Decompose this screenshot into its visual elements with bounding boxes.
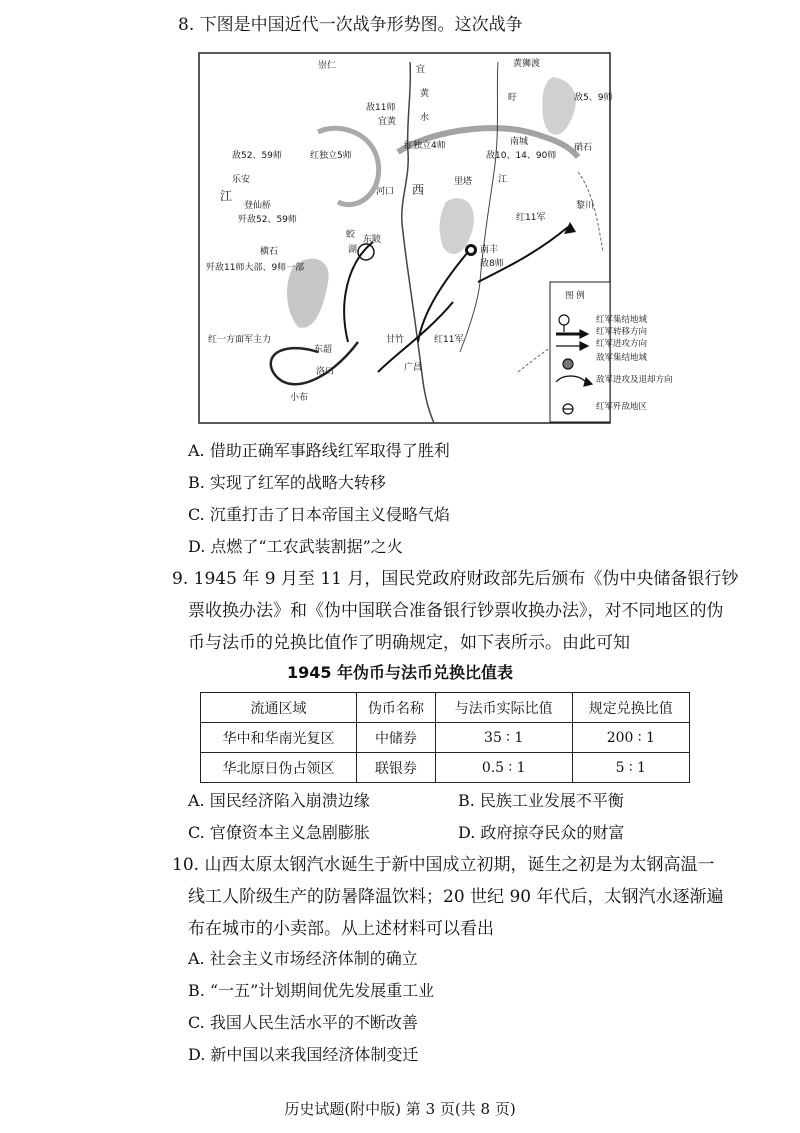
q8-option-b[interactable]: B. 实现了红军的战略大转移 (188, 473, 386, 492)
q8-stem: 8. 下图是中国近代一次战争形势图。这次战争 (178, 15, 523, 35)
legend-item: 敌军进攻及退却方向 (596, 375, 673, 385)
map-label: 甘竹 (386, 335, 405, 345)
map-label: 江 (498, 175, 508, 185)
map-label: 宜黄 (378, 117, 397, 127)
battle-map (198, 52, 673, 424)
map-label: 敌10、14、90师 (486, 151, 557, 161)
map-label: 黄 (420, 89, 430, 99)
legend-item: 红军歼敌地区 (596, 402, 648, 412)
q8-option-c[interactable]: C. 沉重打击了日本帝国主义侵略气焰 (188, 505, 450, 524)
map-label: 敌52、59师 (232, 151, 282, 161)
map-label: 硝石 (574, 143, 593, 153)
q9-option-d[interactable]: D. 政府掠夺民众的财富 (458, 823, 625, 842)
map-label: 广昌 (404, 363, 423, 373)
map-label: 盱 (508, 93, 518, 103)
q8-option-a[interactable]: A. 借助正确军事路线红军取得了胜利 (188, 441, 450, 460)
map-label: 红11军 (434, 335, 464, 345)
legend-title: 图 例 (565, 291, 585, 301)
q10-option-a[interactable]: A. 社会主义市场经济体制的确立 (188, 949, 418, 968)
map-label: 洛口 (316, 367, 335, 377)
q10-option-d[interactable]: D. 新中国以来我国经济体制变迁 (188, 1045, 419, 1064)
q9-stem-line: 9. 1945 年 9 月至 11 月，国民党政府财政部先后颁布《伪中央储备银行钞 (172, 569, 739, 589)
map-label: 蛟 (346, 230, 356, 240)
map-label: 东陂 (363, 235, 382, 245)
q10-stem-line: 10. 山西太原太钢汽水诞生于新中国成立初期，诞生之初是为太钢高温一 (172, 855, 715, 875)
map-label: 红独立5师 (310, 151, 352, 161)
map-label: 歼敌52、59师 (238, 215, 297, 225)
q10-stem-line: 线工人阶级生产的防暑降温饮料；20 世纪 90 年代后，太钢汽水逐渐遍 (188, 887, 724, 907)
map-label: 黎川 (576, 201, 595, 211)
legend-item: 红军集结地域 (596, 315, 648, 325)
map-label: 崇仁 (318, 61, 337, 71)
table-header: 伪币名称 (357, 693, 436, 723)
map-label: 江 (220, 189, 233, 203)
exchange-table (200, 692, 690, 783)
q10-option-b[interactable]: B. “一五”计划期间优先发展重工业 (188, 981, 435, 1000)
table-header: 与法币实际比值 (435, 693, 572, 723)
map-label: 小布 (290, 393, 309, 403)
table-cell: 中储券 (357, 723, 436, 753)
map-label: 敌8师 (480, 259, 504, 269)
legend-item: 红军转移方向 (596, 327, 648, 337)
table-header: 流通区域 (201, 693, 357, 723)
legend-item: 红军进攻方向 (596, 339, 648, 349)
map-label: 水 (420, 113, 430, 123)
table-row (201, 723, 690, 753)
table-row (201, 753, 690, 783)
map-label: 湖 (348, 245, 358, 255)
map-label: 红11军 (516, 213, 546, 223)
map-label: 宜 (416, 65, 426, 75)
map-label: 南丰 (480, 245, 499, 255)
table-header-row (201, 693, 690, 723)
map-label: 南城 (510, 137, 529, 147)
q8-option-d[interactable]: D. 点燃了“工农武装割据”之火 (188, 537, 403, 556)
map-label: 里塔 (454, 177, 473, 187)
map-label: 西 (412, 183, 425, 197)
q10-stem-line: 布在城市的小卖部。从上述材料可以看出 (188, 919, 494, 939)
map-label: 东韶 (314, 345, 333, 355)
q9-option-b[interactable]: B. 民族工业发展不平衡 (458, 791, 624, 810)
table-cell: 5 ∶ 1 (572, 753, 689, 783)
q9-stem-line: 币与法币的兑换比值作了明确规定，如下表所示。由此可知 (188, 633, 630, 653)
table-cell: 联银券 (357, 753, 436, 783)
map-label: 黄狮渡 (513, 59, 541, 69)
table-title: 1945 年伪币与法币兑换比值表 (286, 663, 514, 682)
legend-item: 敌军集结地域 (596, 353, 648, 363)
q9-option-a[interactable]: A. 国民经济陷入崩溃边缘 (188, 791, 370, 810)
map-label: 红一方面军主力 (208, 335, 272, 345)
page-footer: 历史试题(附中版) 第 3 页(共 8 页) (284, 1100, 516, 1118)
table-cell: 华北原日伪占领区 (201, 753, 357, 783)
q9-option-c[interactable]: C. 官僚资本主义急剧膨胀 (188, 823, 370, 842)
q10-option-c[interactable]: C. 我国人民生活水平的不断改善 (188, 1013, 418, 1032)
map-label: 歼敌11师大部、9师一部 (206, 263, 305, 273)
map-label: 河口 (376, 187, 395, 197)
map-label: 横石 (260, 247, 279, 257)
table-cell: 35 ∶ 1 (435, 723, 572, 753)
q9-stem-line: 票收换办法》和《伪中国联合准备银行钞票收换办法》，对不同地区的伪 (188, 601, 724, 621)
map-label: 登仙桥 (244, 201, 272, 211)
map-label: 红独立4师 (404, 141, 446, 151)
map-label: 乐安 (232, 175, 251, 185)
table-cell: 华中和华南光复区 (201, 723, 357, 753)
map-label: 敌5、9师 (574, 93, 613, 103)
table-header: 规定兑换比值 (572, 693, 689, 723)
table-cell: 200 ∶ 1 (572, 723, 689, 753)
table-cell: 0.5 ∶ 1 (435, 753, 572, 783)
map-label: 敌11师 (366, 103, 396, 113)
